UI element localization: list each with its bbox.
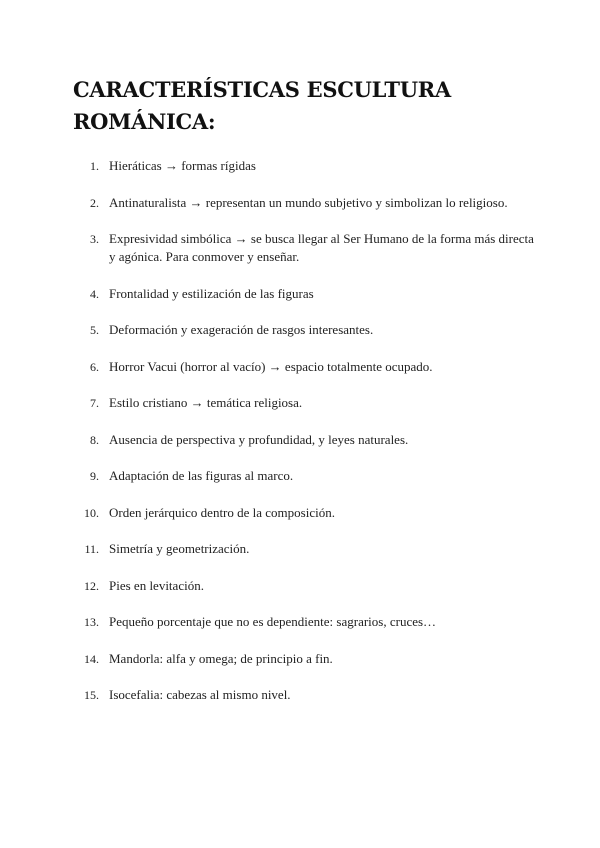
- list-item: [73, 230, 543, 266]
- list-item-number: 10.: [84, 505, 99, 520]
- list-item-text: Pequeño porcentaje que no es dependiente: sagrarios, cruces…: [109, 614, 437, 629]
- list-item-number: 5.: [90, 323, 99, 337]
- list-item-text: Hieráticas → formas rígidas: [109, 158, 256, 173]
- list-item-number: 6.: [90, 359, 99, 374]
- list-item-text: Mandorla: alfa y omega; de principio a fin.: [109, 650, 333, 666]
- list-item-text: Orden jerárquico dentro de la composición.: [109, 504, 335, 520]
- list-item-text: Deformación y exageración de rasgos interesantes.: [109, 322, 374, 337]
- list-item-text: Adaptación de las figuras al marco.: [109, 468, 294, 483]
- list-item-number: 12.: [84, 578, 99, 593]
- list-item-number: 2.: [90, 195, 99, 210]
- list-item: [73, 394, 543, 412]
- list-item: [73, 194, 543, 212]
- list-item-text: Ausencia de perspectiva y profundidad, y leyes naturales.: [109, 431, 409, 447]
- list-item-number: 13.: [84, 615, 99, 629]
- document-title: CARACTERÍSTICAS ESCULTURA ROMÁNICA:: [73, 77, 451, 134]
- list-item-number: 15.: [84, 688, 99, 702]
- list-item-number: 9.: [90, 469, 99, 483]
- list-item-text: Pies en levitación.: [109, 577, 204, 593]
- list-item: [73, 540, 543, 558]
- list-item: [73, 650, 543, 668]
- list-item-text: Antinaturalista → representan un mundo subjetivo y simbolizan lo religioso.: [109, 194, 508, 210]
- list-item: [73, 285, 543, 303]
- list-item: [73, 577, 543, 595]
- list-item-text: Isocefalia: cabezas al mismo nivel.: [109, 687, 291, 702]
- characteristics-list: [73, 157, 543, 723]
- list-item: [73, 686, 543, 704]
- list-item: [73, 431, 543, 449]
- list-item-number: 3.: [90, 232, 99, 246]
- list-item-number: 8.: [90, 432, 99, 447]
- list-item-number: 14.: [84, 651, 99, 666]
- list-item-text: Estilo cristiano → temática religiosa.: [109, 395, 303, 410]
- list-item: [73, 467, 543, 485]
- list-item: [73, 358, 543, 376]
- list-item: [73, 157, 543, 175]
- list-item-number: 7.: [90, 396, 99, 410]
- list-item: [73, 504, 543, 522]
- list-item-number: 1.: [90, 159, 99, 173]
- list-item-number: 4.: [90, 286, 99, 301]
- list-item: [73, 613, 543, 631]
- list-item-text: Horror Vacui (horror al vacío) → espacio totalmente ocupado.: [109, 358, 433, 374]
- list-item: [73, 321, 543, 339]
- list-item-text: Expresividad simbólica → se busca llegar al Ser Humano de la forma más directa y agónica. Para conmover y enseñar.: [109, 231, 534, 264]
- list-item-text: Frontalidad y estilización de las figuras: [109, 285, 314, 301]
- list-item-number: 11.: [84, 542, 99, 556]
- list-item-text: Simetría y geometrización.: [109, 541, 250, 556]
